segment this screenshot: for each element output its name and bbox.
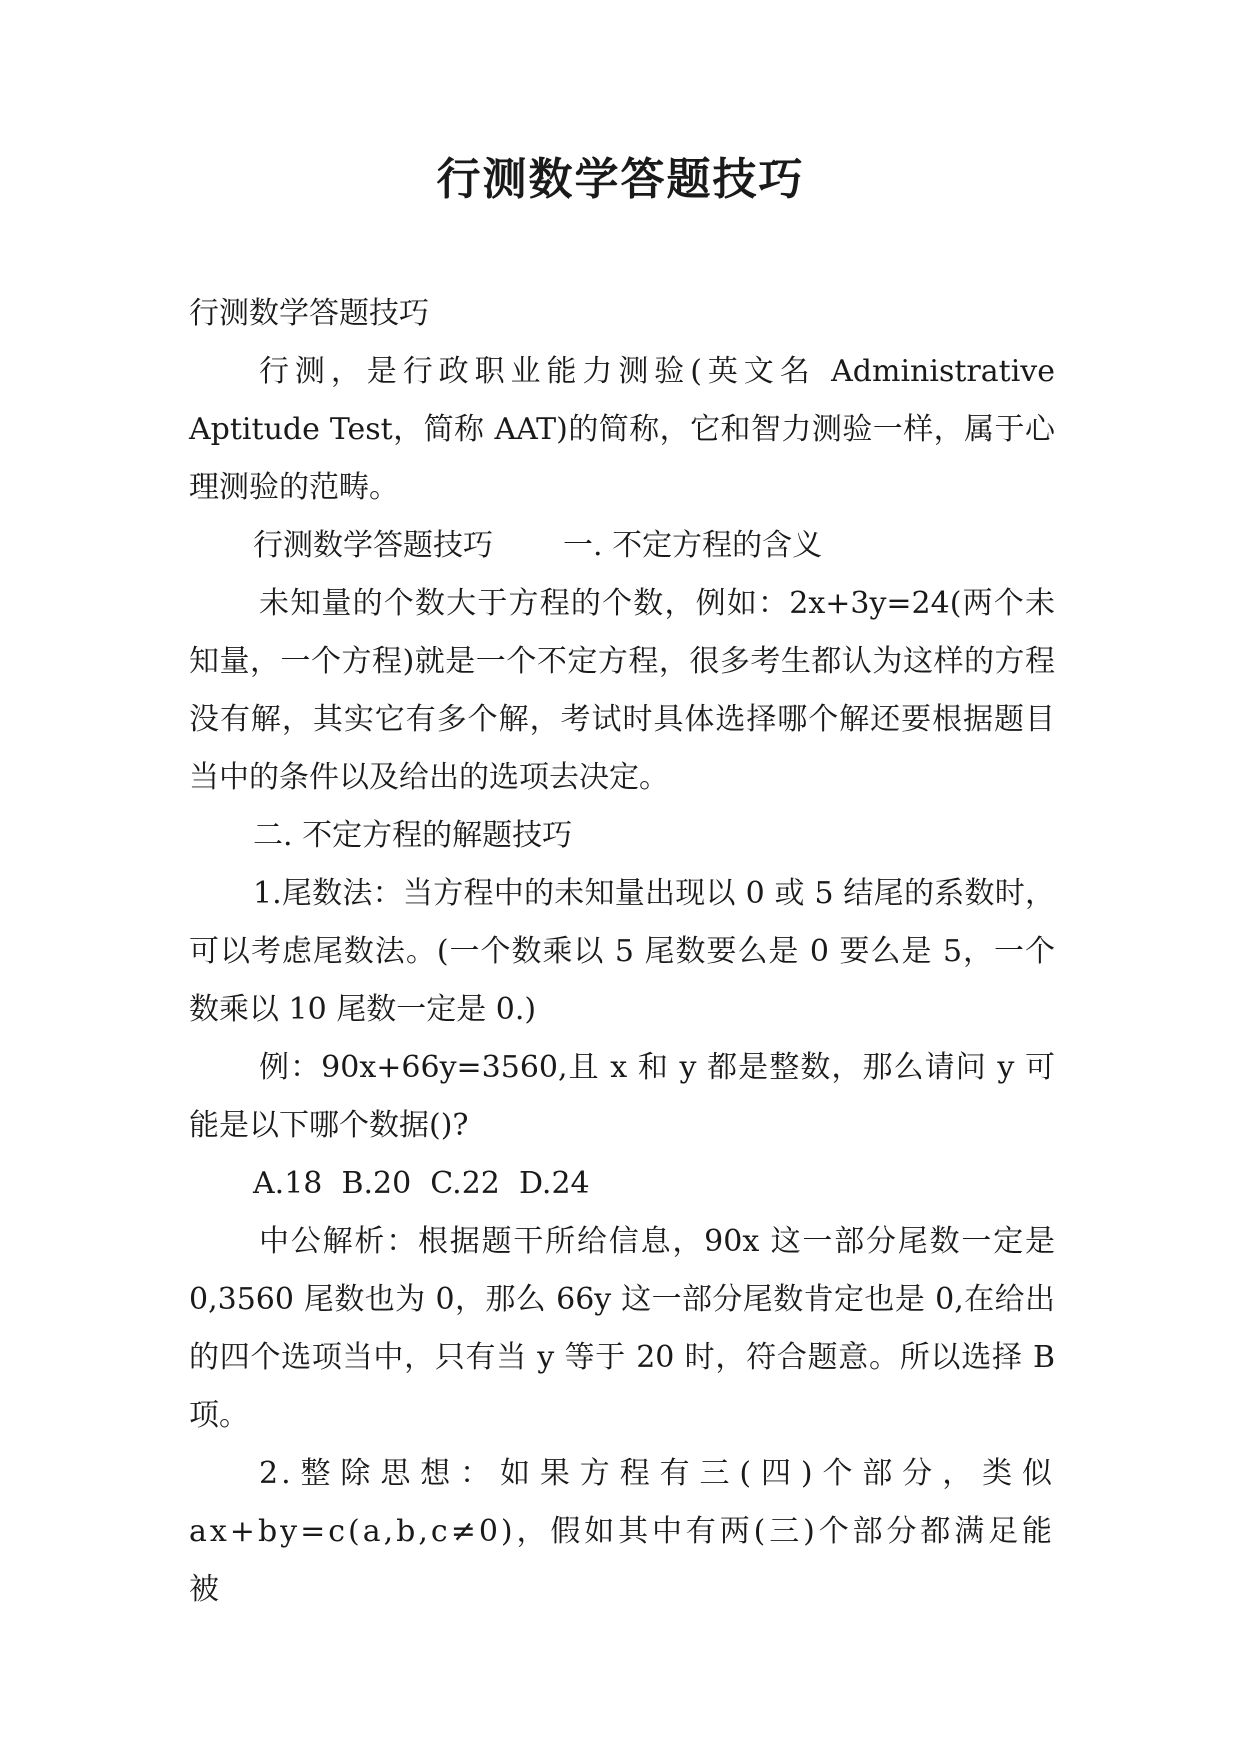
document-title: 行测数学答题技巧 (436, 154, 805, 205)
definition-paragraph: 未知量的个数大于方程的个数，例如：2x+3y=24(两个未知量，一个方程)就是一个不定方程，很多考生都认为这样的方程没有解，其实它有多个解，考试时具体选择哪个解还要根据题目当中的条件以及给出的选项去决定。 (189, 586, 1055, 795)
tip-two-paragraph: 2.整除思想：如果方程有三(四)个部分，类似 ax+by=c(a,b,c≠0)，假如其中有两(三)个部分都满足能被 (189, 1456, 1055, 1607)
heading-one-text: 一. 不定方程的含义 (563, 528, 823, 563)
heading-prefix: 行测数学答题技巧 (253, 528, 493, 563)
subtitle: 行测数学答题技巧 (189, 296, 429, 331)
section-heading-one (189, 517, 1055, 575)
analysis-paragraph: 中公解析：根据题干所给信息，90x 这一部分尾数一定是 0,3560 尾数也为 0，那么 66y 这一部分尾数肯定也是 0,在给出的四个选项当中，只有当 y 等于 20 时，符合题意。所以选择 B 项。 (189, 1224, 1055, 1433)
example-paragraph: 例：90x+66y=3560,且 x 和 y 都是整数，那么请问 y 可能是以下哪个数据()? (189, 1050, 1055, 1143)
intro-paragraph: 行测，是行政职业能力测验(英文名 Administrative Aptitude Test，简称 AAT)的简称，它和智力测验一样，属于心理测验的范畴。 (189, 354, 1055, 505)
section-heading-two: 二. 不定方程的解题技巧 (253, 818, 573, 853)
answer-options: A.18 B.20 C.22 D.24 (253, 1166, 590, 1201)
document-body (189, 285, 1055, 1619)
tip-one-paragraph: 1.尾数法：当方程中的未知量出现以 0 或 5 结尾的系数时，可以考虑尾数法。(一个数乘以 5 尾数要么是 0 要么是 5，一个数乘以 10 尾数一定是 0.) (189, 876, 1055, 1027)
